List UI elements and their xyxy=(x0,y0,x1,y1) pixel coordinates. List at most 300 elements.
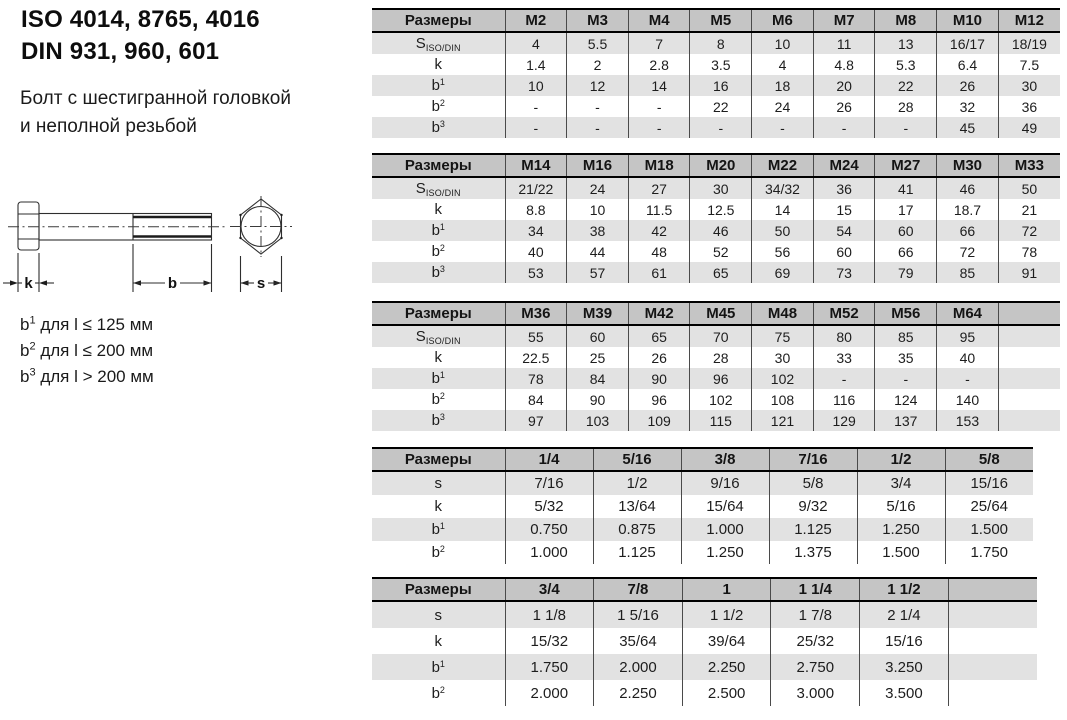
subtitle-line-1: Болт с шестигранной головкой xyxy=(20,88,291,109)
column-header: M8 xyxy=(875,9,937,32)
table-row xyxy=(372,495,1033,518)
value-cell: 1.500 xyxy=(857,541,945,564)
value-cell: 65 xyxy=(690,262,752,283)
value-cell: 16 xyxy=(690,75,752,96)
table-row xyxy=(372,410,1060,431)
value-cell: 27 xyxy=(628,177,690,199)
value-cell: 5.5 xyxy=(567,32,629,54)
value-cell: 78 xyxy=(505,368,567,389)
value-cell: 1.750 xyxy=(945,541,1033,564)
value-cell: 109 xyxy=(628,410,690,431)
header-row xyxy=(372,448,1033,471)
column-header: M64 xyxy=(937,302,999,325)
value-cell: 1.250 xyxy=(857,518,945,541)
table-row xyxy=(372,177,1060,199)
value-cell: 5/8 xyxy=(769,471,857,495)
value-cell: 108 xyxy=(752,389,814,410)
value-cell: 79 xyxy=(875,262,937,283)
value-cell: 15 xyxy=(813,199,875,220)
value-cell: 78 xyxy=(998,241,1060,262)
value-cell: 4.8 xyxy=(813,54,875,75)
value-cell xyxy=(998,347,1060,368)
column-header: M20 xyxy=(690,154,752,177)
value-cell: 69 xyxy=(752,262,814,283)
value-cell: 54 xyxy=(813,220,875,241)
value-cell: 1.000 xyxy=(681,518,769,541)
row-label: $S_{ISO/DIN}$ xyxy=(415,179,461,198)
value-cell: 4 xyxy=(752,54,814,75)
column-header: M10 xyxy=(937,9,999,32)
value-cell: 96 xyxy=(690,368,752,389)
value-cell: 84 xyxy=(505,389,567,410)
column-header: M22 xyxy=(752,154,814,177)
table-row xyxy=(372,54,1060,75)
value-cell: 25 xyxy=(567,347,629,368)
table-row xyxy=(372,654,1037,680)
value-cell: 39/64 xyxy=(682,628,771,654)
value-cell: 15/16 xyxy=(860,628,949,654)
column-header: M56 xyxy=(875,302,937,325)
row-label: $b^1$ xyxy=(431,77,445,94)
row-label: $b^3$ xyxy=(431,264,445,281)
value-cell: 16/17 xyxy=(937,32,999,54)
value-cell: 65 xyxy=(628,325,690,347)
value-cell: 121 xyxy=(752,410,814,431)
value-cell: 3.000 xyxy=(771,680,860,706)
value-cell: 14 xyxy=(628,75,690,96)
value-cell: 1.125 xyxy=(769,518,857,541)
value-cell: 129 xyxy=(813,410,875,431)
value-cell: 55 xyxy=(505,325,567,347)
corner-header: Размеры xyxy=(372,448,505,471)
value-cell: 50 xyxy=(752,220,814,241)
column-header: M7 xyxy=(813,9,875,32)
value-cell: 36 xyxy=(813,177,875,199)
corner-header: Размеры xyxy=(372,578,505,601)
value-cell: 90 xyxy=(628,368,690,389)
table-row xyxy=(372,347,1060,368)
value-cell: 24 xyxy=(567,177,629,199)
value-cell: 26 xyxy=(628,347,690,368)
value-cell: 36 xyxy=(998,96,1060,117)
dimension-table-metric-small xyxy=(372,8,1060,138)
row-label: $b^1$ xyxy=(431,370,445,387)
value-cell: - xyxy=(813,117,875,138)
value-cell: 102 xyxy=(752,368,814,389)
corner-header: Размеры xyxy=(372,154,505,177)
value-cell: 7.5 xyxy=(998,54,1060,75)
value-cell: 53 xyxy=(505,262,567,283)
value-cell: 22 xyxy=(690,96,752,117)
row-label: s xyxy=(434,475,442,492)
value-cell: 10 xyxy=(567,199,629,220)
dimension-b xyxy=(133,244,212,292)
header-row xyxy=(372,9,1060,32)
value-cell: - xyxy=(875,368,937,389)
value-cell: 14 xyxy=(752,199,814,220)
dimension-s xyxy=(241,256,282,292)
value-cell: 10 xyxy=(752,32,814,54)
value-cell: 1.250 xyxy=(681,541,769,564)
column-header: 5/8 xyxy=(945,448,1033,471)
value-cell: 32 xyxy=(937,96,999,117)
value-cell: 85 xyxy=(937,262,999,283)
value-cell: - xyxy=(752,117,814,138)
value-cell: 1.375 xyxy=(769,541,857,564)
value-cell: - xyxy=(937,368,999,389)
header-row xyxy=(372,154,1060,177)
value-cell: 5.3 xyxy=(875,54,937,75)
table-row xyxy=(372,220,1060,241)
row-label: k xyxy=(434,498,442,515)
note-line: $b^1$ для l ≤ 125 мм xyxy=(20,314,154,334)
value-cell: - xyxy=(690,117,752,138)
value-cell: 2 1/4 xyxy=(860,601,949,628)
value-cell: 33 xyxy=(813,347,875,368)
table-region-metric-large xyxy=(372,301,1060,431)
value-cell: 66 xyxy=(875,241,937,262)
value-cell: 3.500 xyxy=(860,680,949,706)
row-label: s xyxy=(434,606,442,624)
row-label: $b^1$ xyxy=(431,222,445,239)
value-cell: 30 xyxy=(690,177,752,199)
value-cell: 13/64 xyxy=(593,495,681,518)
column-header xyxy=(948,578,1037,601)
value-cell: 56 xyxy=(752,241,814,262)
value-cell: - xyxy=(505,96,567,117)
value-cell: 7 xyxy=(628,32,690,54)
dimension-table-metric-large xyxy=(372,301,1060,431)
value-cell: 42 xyxy=(628,220,690,241)
bolt-side-view xyxy=(8,202,228,250)
row-label: $b^2$ xyxy=(431,243,445,260)
table-region-inch-large xyxy=(372,577,1037,706)
value-cell: 11 xyxy=(813,32,875,54)
column-header: M12 xyxy=(998,9,1060,32)
value-cell: 1.4 xyxy=(505,54,567,75)
value-cell: 8 xyxy=(690,32,752,54)
table-row xyxy=(372,368,1060,389)
value-cell: 11.5 xyxy=(628,199,690,220)
table-row xyxy=(372,680,1037,706)
value-cell: 2.500 xyxy=(682,680,771,706)
value-cell: 21 xyxy=(998,199,1060,220)
dimension-k xyxy=(3,253,54,292)
table-region-metric-small xyxy=(372,8,1060,138)
table-row xyxy=(372,96,1060,117)
value-cell: 40 xyxy=(505,241,567,262)
row-label: $b^1$ xyxy=(431,658,445,676)
value-cell xyxy=(998,325,1060,347)
table-row xyxy=(372,471,1033,495)
value-cell: 2 xyxy=(567,54,629,75)
dim-label-s: s xyxy=(256,275,266,292)
value-cell: 1.000 xyxy=(505,541,593,564)
table-row xyxy=(372,325,1060,347)
value-cell: 13 xyxy=(875,32,937,54)
column-header: M48 xyxy=(752,302,814,325)
value-cell: 115 xyxy=(690,410,752,431)
value-cell: 3.5 xyxy=(690,54,752,75)
value-cell: 85 xyxy=(875,325,937,347)
value-cell: 35 xyxy=(875,347,937,368)
value-cell: 46 xyxy=(690,220,752,241)
header-row xyxy=(372,578,1037,601)
column-header: 1 1/2 xyxy=(860,578,949,601)
value-cell: 48 xyxy=(628,241,690,262)
value-cell xyxy=(948,628,1037,654)
value-cell xyxy=(998,410,1060,431)
value-cell: 22 xyxy=(875,75,937,96)
value-cell: 1.750 xyxy=(505,654,594,680)
value-cell: 49 xyxy=(998,117,1060,138)
value-cell: 28 xyxy=(690,347,752,368)
value-cell: 2.000 xyxy=(505,680,594,706)
value-cell: 15/16 xyxy=(945,471,1033,495)
column-header: 7/16 xyxy=(769,448,857,471)
page-title-din: DIN 931, 960, 601 xyxy=(21,38,220,65)
value-cell: 66 xyxy=(937,220,999,241)
value-cell: 0.875 xyxy=(593,518,681,541)
bolt-technical-drawing xyxy=(0,188,320,306)
row-label: $b^2$ xyxy=(431,544,445,561)
value-cell: 34 xyxy=(505,220,567,241)
value-cell: 25/64 xyxy=(945,495,1033,518)
value-cell: - xyxy=(628,117,690,138)
table-row xyxy=(372,199,1060,220)
value-cell: 2.8 xyxy=(628,54,690,75)
column-header: M52 xyxy=(813,302,875,325)
value-cell: 30 xyxy=(998,75,1060,96)
row-label: $b^3$ xyxy=(431,119,445,136)
value-cell: 21/22 xyxy=(505,177,567,199)
page-title-iso: ISO 4014, 8765, 4016 xyxy=(21,6,260,33)
corner-header: Размеры xyxy=(372,302,505,325)
table-region-inch-small xyxy=(372,447,1033,564)
table-row xyxy=(372,75,1060,96)
value-cell xyxy=(998,389,1060,410)
column-header xyxy=(998,302,1060,325)
column-header: M36 xyxy=(505,302,567,325)
header-row xyxy=(372,302,1060,325)
value-cell: 0.750 xyxy=(505,518,593,541)
value-cell: 1 1/8 xyxy=(505,601,594,628)
column-header: M42 xyxy=(628,302,690,325)
value-cell: 95 xyxy=(937,325,999,347)
value-cell: - xyxy=(567,117,629,138)
value-cell: 40 xyxy=(937,347,999,368)
value-cell xyxy=(948,601,1037,628)
value-cell: 61 xyxy=(628,262,690,283)
value-cell: 7/16 xyxy=(505,471,593,495)
row-label: k xyxy=(434,349,442,366)
value-cell: 15/64 xyxy=(681,495,769,518)
value-cell: 17 xyxy=(875,199,937,220)
column-header: M2 xyxy=(505,9,567,32)
table-row xyxy=(372,541,1033,564)
column-header: M16 xyxy=(567,154,629,177)
table-row xyxy=(372,518,1033,541)
column-header: M27 xyxy=(875,154,937,177)
value-cell: 153 xyxy=(937,410,999,431)
value-cell: 28 xyxy=(875,96,937,117)
value-cell: 12.5 xyxy=(690,199,752,220)
value-cell: 1 5/16 xyxy=(594,601,683,628)
column-header: 5/16 xyxy=(593,448,681,471)
value-cell: 72 xyxy=(998,220,1060,241)
value-cell: 137 xyxy=(875,410,937,431)
value-cell: 5/32 xyxy=(505,495,593,518)
row-label: k xyxy=(434,632,442,650)
value-cell: 9/32 xyxy=(769,495,857,518)
row-label: $b^2$ xyxy=(431,391,445,408)
value-cell: 60 xyxy=(875,220,937,241)
value-cell: 8.8 xyxy=(505,199,567,220)
row-label: k xyxy=(434,56,442,73)
value-cell: 2.750 xyxy=(771,654,860,680)
row-label: k xyxy=(434,201,442,218)
value-cell: 2.250 xyxy=(594,680,683,706)
value-cell xyxy=(998,368,1060,389)
table-row xyxy=(372,262,1060,283)
column-header: M24 xyxy=(813,154,875,177)
column-header: 1/4 xyxy=(505,448,593,471)
value-cell: 45 xyxy=(937,117,999,138)
value-cell: 18/19 xyxy=(998,32,1060,54)
value-cell: 10 xyxy=(505,75,567,96)
value-cell: 22.5 xyxy=(505,347,567,368)
column-header: M14 xyxy=(505,154,567,177)
table-row xyxy=(372,601,1037,628)
value-cell: 60 xyxy=(813,241,875,262)
value-cell: - xyxy=(567,96,629,117)
value-cell: 50 xyxy=(998,177,1060,199)
value-cell: 41 xyxy=(875,177,937,199)
row-label: $b^1$ xyxy=(431,521,445,538)
column-header: M4 xyxy=(628,9,690,32)
value-cell: 90 xyxy=(567,389,629,410)
hex-end-view xyxy=(230,196,292,257)
value-cell: 73 xyxy=(813,262,875,283)
value-cell: - xyxy=(875,117,937,138)
column-header: M18 xyxy=(628,154,690,177)
column-header: 7/8 xyxy=(594,578,683,601)
dimension-table-inch-large xyxy=(372,577,1037,706)
value-cell: 26 xyxy=(813,96,875,117)
table-row xyxy=(372,241,1060,262)
row-label: $S_{ISO/DIN}$ xyxy=(415,327,461,346)
column-header: M30 xyxy=(937,154,999,177)
dim-label-k: k xyxy=(24,275,33,292)
value-cell: 30 xyxy=(752,347,814,368)
value-cell: 60 xyxy=(567,325,629,347)
corner-header: Размеры xyxy=(372,9,505,32)
value-cell: 72 xyxy=(937,241,999,262)
value-cell: 52 xyxy=(690,241,752,262)
row-label: $b^2$ xyxy=(431,98,445,115)
table-row xyxy=(372,117,1060,138)
value-cell: 97 xyxy=(505,410,567,431)
value-cell: 38 xyxy=(567,220,629,241)
value-cell: 116 xyxy=(813,389,875,410)
value-cell: 96 xyxy=(628,389,690,410)
column-header: 1 xyxy=(682,578,771,601)
dimension-table-metric-medium xyxy=(372,153,1060,283)
value-cell: 103 xyxy=(567,410,629,431)
table-region-metric-medium xyxy=(372,153,1060,283)
value-cell: 1.125 xyxy=(593,541,681,564)
value-cell: 25/32 xyxy=(771,628,860,654)
value-cell: 140 xyxy=(937,389,999,410)
value-cell: 102 xyxy=(690,389,752,410)
value-cell: 9/16 xyxy=(681,471,769,495)
value-cell: 5/16 xyxy=(857,495,945,518)
value-cell: 1 7/8 xyxy=(771,601,860,628)
value-cell: 3.250 xyxy=(860,654,949,680)
value-cell: 91 xyxy=(998,262,1060,283)
column-header: M3 xyxy=(567,9,629,32)
value-cell: 2.250 xyxy=(682,654,771,680)
value-cell: 2.000 xyxy=(594,654,683,680)
dim-label-b: b xyxy=(167,275,178,292)
value-cell: 18.7 xyxy=(937,199,999,220)
value-cell: 80 xyxy=(813,325,875,347)
value-cell: 6.4 xyxy=(937,54,999,75)
value-cell: 57 xyxy=(567,262,629,283)
column-header: M45 xyxy=(690,302,752,325)
value-cell: 4 xyxy=(505,32,567,54)
value-cell xyxy=(948,680,1037,706)
value-cell: 84 xyxy=(567,368,629,389)
column-header: 3/4 xyxy=(505,578,594,601)
value-cell: 35/64 xyxy=(594,628,683,654)
note-line: $b^2$ для l ≤ 200 мм xyxy=(20,340,154,360)
value-cell: - xyxy=(813,368,875,389)
table-row xyxy=(372,32,1060,54)
value-cell: - xyxy=(505,117,567,138)
thread-length-notes xyxy=(20,312,154,390)
value-cell: 124 xyxy=(875,389,937,410)
value-cell: - xyxy=(628,96,690,117)
value-cell: 12 xyxy=(567,75,629,96)
column-header: 1 1/4 xyxy=(771,578,860,601)
value-cell: 46 xyxy=(937,177,999,199)
column-header: 1/2 xyxy=(857,448,945,471)
subtitle-line-2: и неполной резьбой xyxy=(20,116,197,137)
value-cell xyxy=(948,654,1037,680)
column-header: M33 xyxy=(998,154,1060,177)
value-cell: 1 1/2 xyxy=(682,601,771,628)
value-cell: 34/32 xyxy=(752,177,814,199)
dimension-table-inch-small xyxy=(372,447,1033,564)
hex-head-side xyxy=(18,202,39,250)
row-label: $S_{ISO/DIN}$ xyxy=(415,34,461,53)
column-header: M39 xyxy=(567,302,629,325)
value-cell: 18 xyxy=(752,75,814,96)
row-label: $b^3$ xyxy=(431,412,445,429)
value-cell: 75 xyxy=(752,325,814,347)
row-label: $b^2$ xyxy=(431,684,445,702)
value-cell: 1.500 xyxy=(945,518,1033,541)
value-cell: 3/4 xyxy=(857,471,945,495)
note-line: $b^3$ для l > 200 мм xyxy=(20,366,154,386)
value-cell: 26 xyxy=(937,75,999,96)
value-cell: 15/32 xyxy=(505,628,594,654)
value-cell: 70 xyxy=(690,325,752,347)
column-header: 3/8 xyxy=(681,448,769,471)
value-cell: 20 xyxy=(813,75,875,96)
value-cell: 1/2 xyxy=(593,471,681,495)
